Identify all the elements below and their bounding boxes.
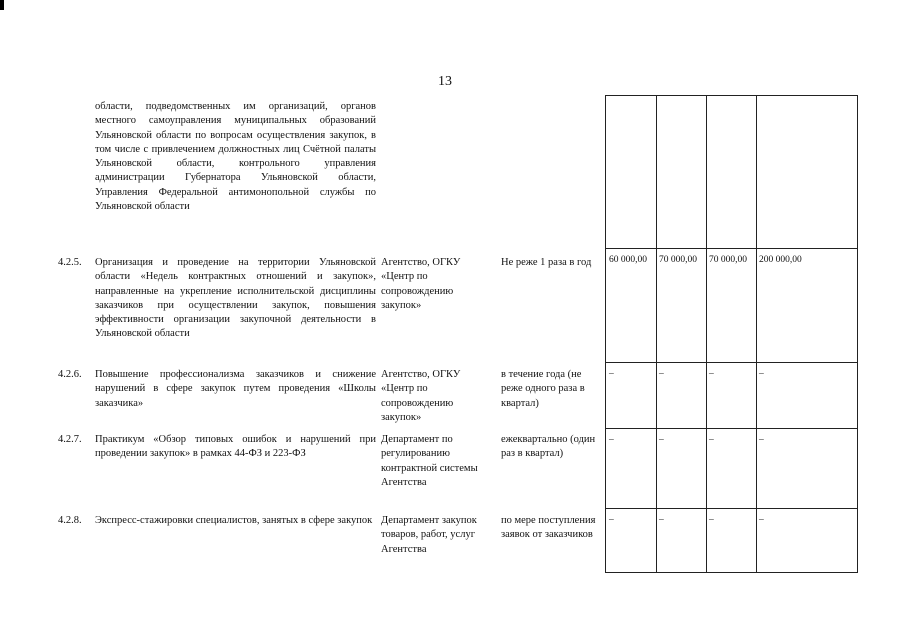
funding-cell: –: [609, 515, 614, 525]
row-executor: Департамент по регулированию контрактной системы Агентства: [381, 434, 478, 488]
grid-row-divider: [606, 508, 857, 509]
row-activity: Повышение профессионализма заказчиков и снижение нарушений в сфере закупок путем проведения «Школы заказчика»: [95, 369, 376, 409]
scan-corner-mark: [0, 0, 4, 10]
row-term: ежеквартально (один раз в квартал): [501, 434, 596, 460]
row-term: в течение года (не реже одного раза в квартал): [501, 369, 585, 409]
row-executor: Агентство, ОГКУ «Центр по сопровождению закупок»: [381, 257, 461, 311]
row-executor: Департамент закупок товаров, работ, услуг Агентства: [381, 515, 477, 555]
funding-cell: –: [659, 369, 664, 379]
funding-cell: –: [759, 369, 764, 379]
funding-cell: 200 000,00: [759, 255, 802, 265]
row-activity: Организация и проведение на территории Ульяновской области «Недель контрактных отношений и закупок», направленные на укрепление исполнительской дисциплины заказчиков при осуществлении закупок, повышения эффективности организации закупочной деятельности в Ульяновской области: [95, 257, 376, 340]
row-number: 4.2.8.: [58, 515, 82, 526]
grid-row-divider: [606, 362, 857, 363]
funding-cell: –: [709, 369, 714, 379]
funding-cell: –: [709, 515, 714, 525]
funding-cell: –: [659, 515, 664, 525]
funding-cell: –: [609, 435, 614, 445]
funding-cell: 70 000,00: [659, 255, 697, 265]
row-number: 4.2.6.: [58, 369, 82, 380]
grid-row-divider: [606, 248, 857, 249]
funding-cell: 70 000,00: [709, 255, 747, 265]
row-term: по мере поступления заявок от заказчиков: [501, 515, 596, 541]
grid-column-divider: [706, 96, 707, 572]
row-activity: Практикум «Обзор типовых ошибок и нарушений при проведении закупок» в рамках 44-ФЗ и 223-ФЗ: [95, 434, 376, 460]
row-term: Не реже 1 раза в год: [501, 257, 592, 268]
row-activity: Экспресс-стажировки специалистов, занятых в сфере закупок: [95, 515, 373, 526]
row-number: 4.2.5.: [58, 257, 82, 268]
funding-grid: [605, 95, 858, 573]
grid-column-divider: [756, 96, 757, 572]
funding-cell: –: [709, 435, 714, 445]
funding-cell: –: [759, 515, 764, 525]
funding-cell: 60 000,00: [609, 255, 647, 265]
row-number: 4.2.7.: [58, 434, 82, 445]
funding-cell: –: [659, 435, 664, 445]
row-executor: Агентство, ОГКУ «Центр по сопровождению закупок»: [381, 369, 461, 423]
grid-row-divider: [606, 428, 857, 429]
continuation-text: области, подведомственных им организаций, органов местного самоуправления муниципальных образований Ульяновской области по вопросам осуществления закупок, в том числе с привлечением должностных лиц Счётной палаты Ульяновской области, контрольного управления администрации Губернатора Ульяновской области, Управления Федеральной антимонопольной службы по Ульяновской области: [95, 101, 376, 213]
page-number: 13: [438, 74, 452, 89]
grid-column-divider: [656, 96, 657, 572]
funding-cell: –: [609, 369, 614, 379]
funding-cell: –: [759, 435, 764, 445]
